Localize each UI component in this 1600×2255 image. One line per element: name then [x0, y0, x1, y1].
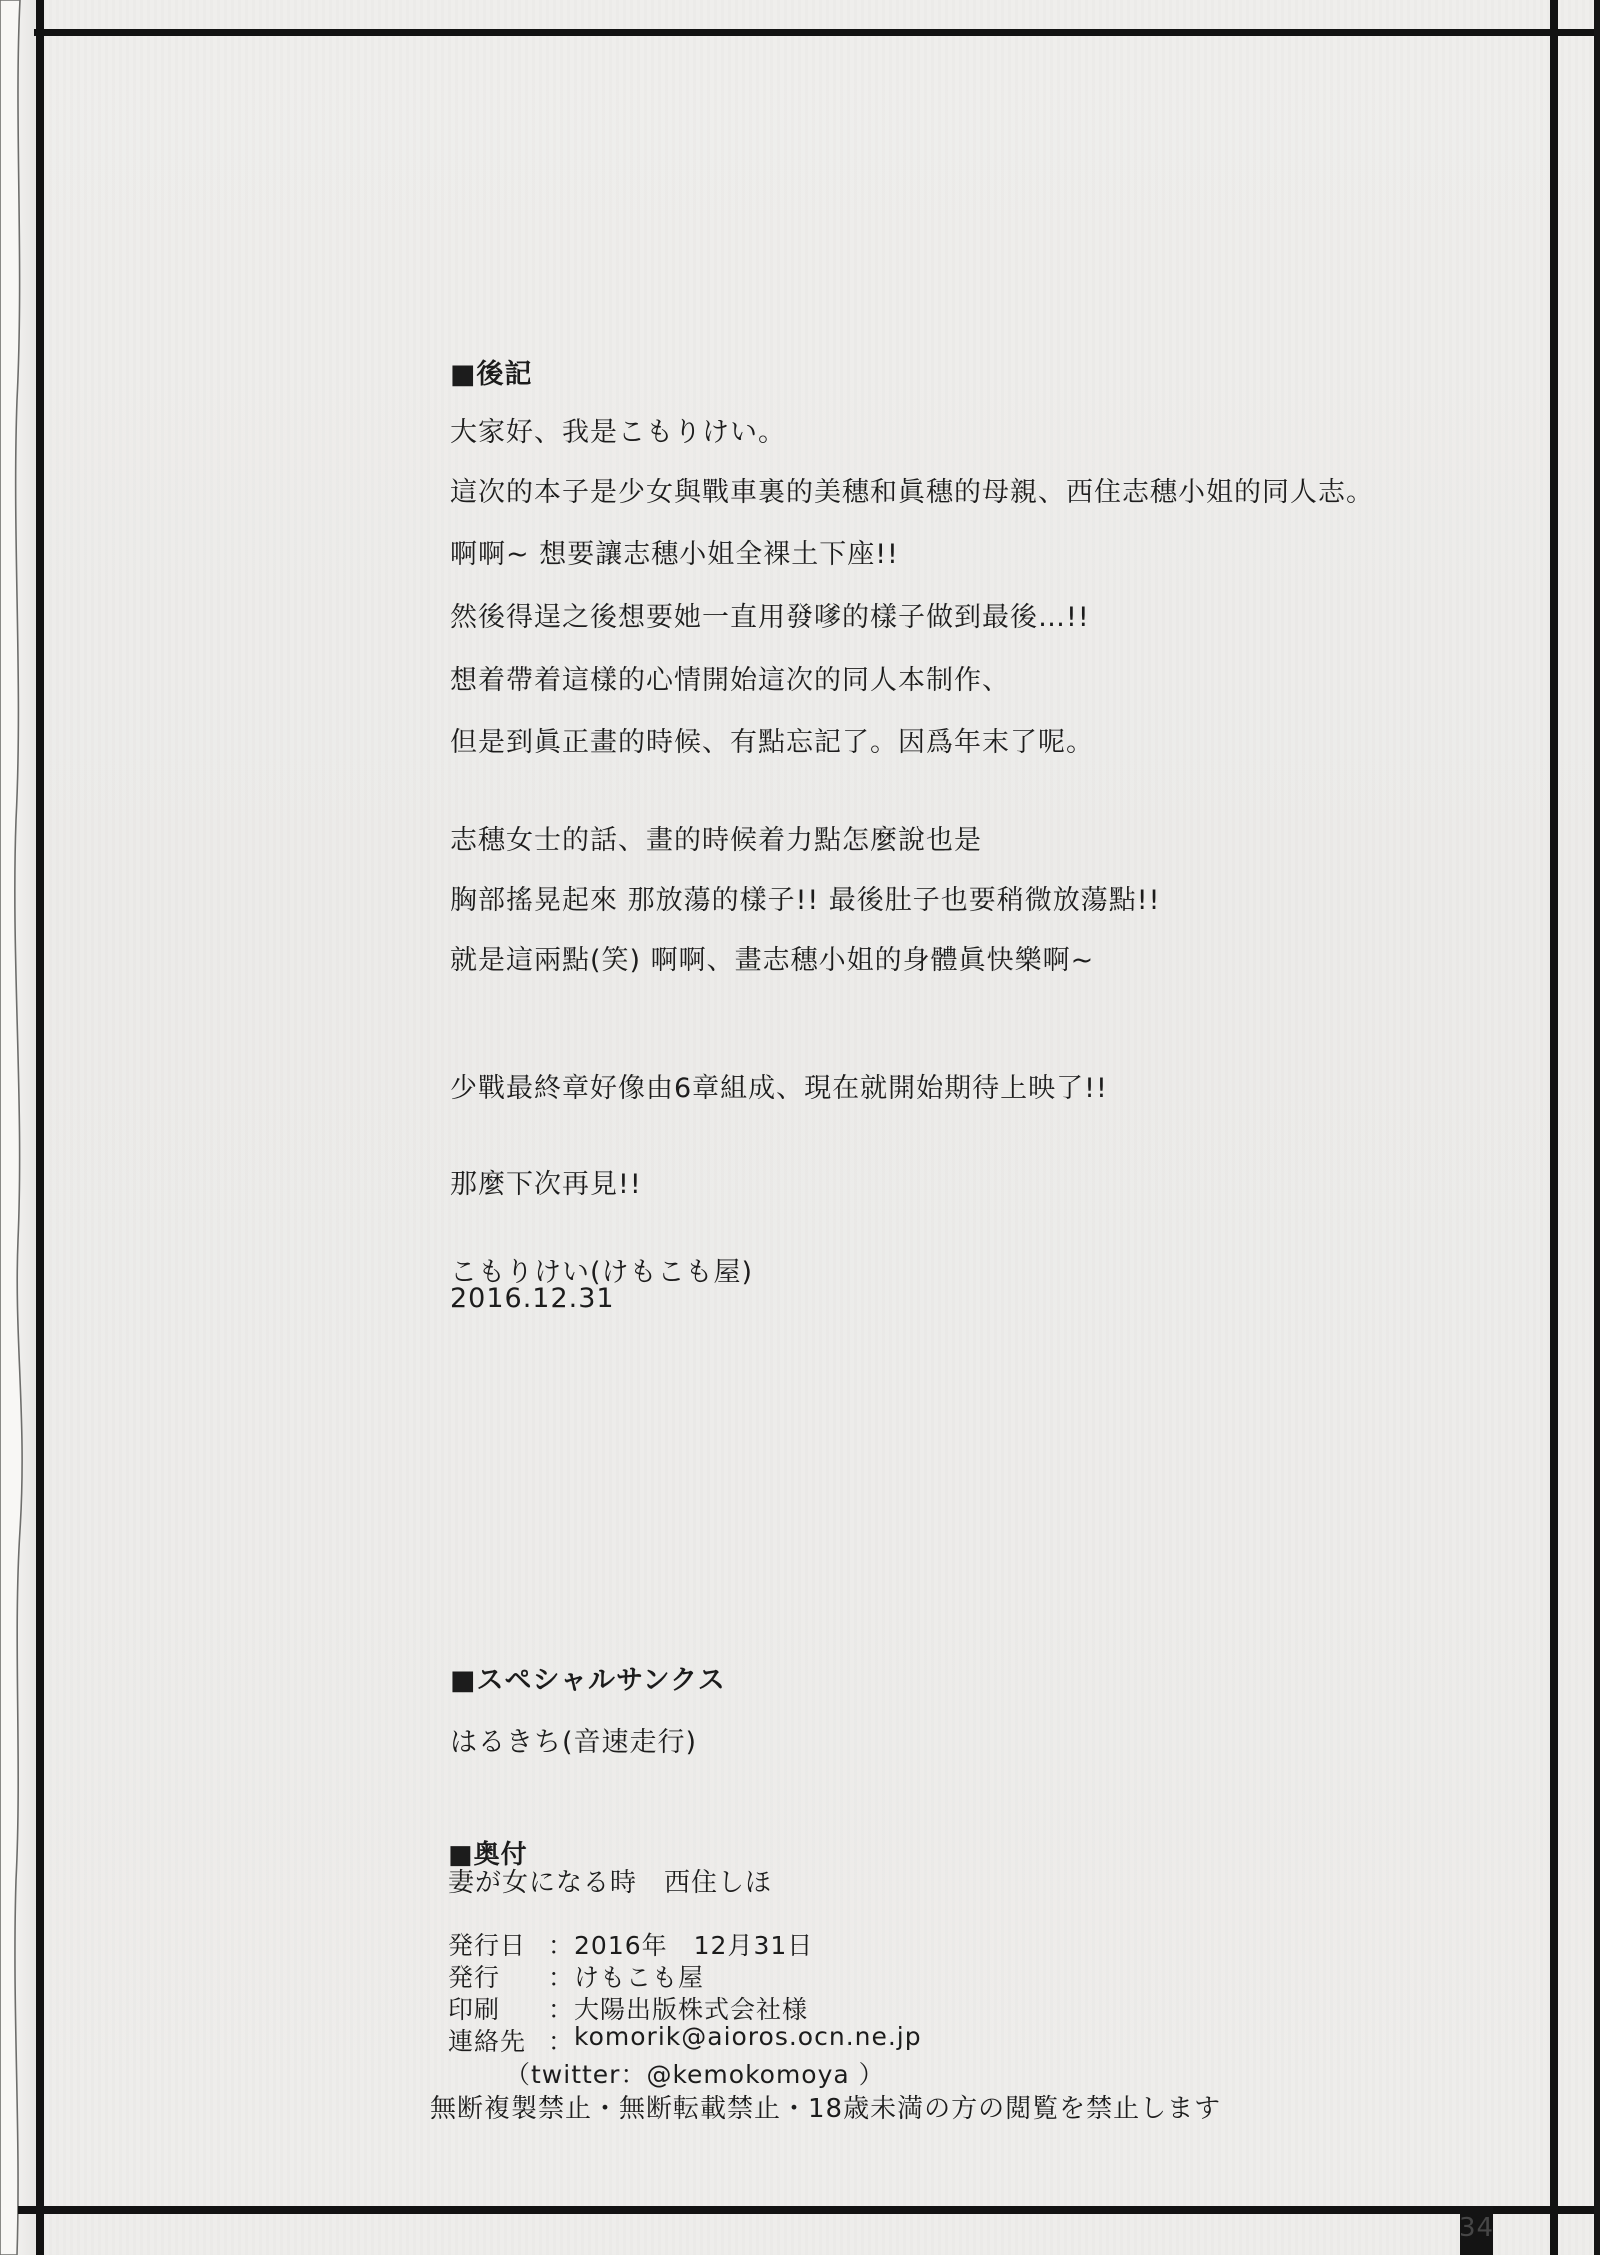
colophon-row-separator: ： — [548, 1931, 575, 1960]
colophon-row-value: 2016年 12月31日 — [574, 1931, 814, 1960]
afterword-line: 啊啊~ 想要讓志穗小姐全裸土下座!! — [450, 539, 899, 570]
colophon-row-label: 印刷 — [448, 1995, 501, 2024]
paper-deckle-edge — [0, 0, 32, 2255]
colophon-row-value: komorik@aioros.ocn.ne.jp — [574, 2022, 922, 2051]
colophon-row-contact — [448, 2022, 922, 2058]
afterword-line: 那麼下次再見!! — [450, 1169, 642, 1200]
special-thanks-name: はるきち(音速走行) — [450, 1727, 698, 1758]
colophon-heading: ■奥付 — [448, 1840, 528, 1870]
signature-name: こもりけい(けもこも屋) — [450, 1257, 754, 1288]
colophon-row-separator: ： — [548, 1963, 575, 1992]
signature-date: 2016.12.31 — [450, 1283, 615, 1314]
afterword-heading: ■後記 — [450, 359, 533, 390]
colophon-row-publish-date — [448, 1926, 813, 1962]
afterword-line: 就是這兩點(笑) 啊啊、畫志穗小姐的身體眞快樂啊~ — [450, 945, 1095, 976]
afterword-line: 然後得逞之後想要她一直用發嗲的樣子做到最後…!! — [450, 602, 1090, 633]
colophon-row-separator: ： — [548, 1995, 575, 2024]
colophon-row-printer — [448, 1990, 808, 2026]
colophon-row-label: 発行 — [448, 1963, 501, 1992]
afterword-line: 但是到眞正畫的時候、有點忘記了。因爲年末了呢。 — [450, 727, 1094, 758]
afterword-line: 胸部搖晃起來 那放蕩的樣子!! 最後肚子也要稍微放蕩點!! — [450, 885, 1161, 916]
colophon-twitter: （twitter：@kemokomoya ） — [505, 2060, 885, 2089]
afterword-line: 少戰最終章好像由6章組成、現在就開始期待上映了!! — [450, 1073, 1108, 1104]
colophon-row-value: 大陽出版株式会社様 — [574, 1995, 809, 2024]
afterword-line: 這次的本子是少女與戰車裏的美穗和眞穗的母親、西住志穗小姐的同人志。 — [450, 477, 1374, 508]
page-number: 34 — [1458, 2213, 1495, 2243]
afterword-line: 志穗女士的話、畫的時候着力點怎麼說也是 — [450, 825, 982, 856]
colophon-row-value: けもこも屋 — [574, 1963, 705, 1992]
frame-left-line — [36, 0, 44, 2255]
special-thanks-heading: ■スペシャルサンクス — [450, 1665, 726, 1696]
page-number-tab — [1460, 2206, 1493, 2255]
scan-right-edge-strip — [1594, 0, 1600, 2255]
colophon-row-label: 連絡先 — [448, 2027, 527, 2056]
colophon-row-label: 発行日 — [448, 1931, 527, 1960]
colophon-copyright-notice: 無断複製禁止・無断転載禁止・18歳未満の方の閲覧を禁止します — [430, 2094, 1222, 2124]
frame-right-line — [1550, 0, 1558, 2255]
colophon-row-publisher — [448, 1958, 704, 1994]
colophon-row-separator: ： — [548, 2027, 575, 2056]
colophon-title: 妻が女になる時 西住しほ — [448, 1868, 773, 1898]
frame-bottom-line — [18, 2206, 1600, 2214]
afterword-line: 想着帶着這樣的心情開始這次的同人本制作、 — [450, 665, 1010, 696]
afterword-line: 大家好、我是こもりけい。 — [450, 417, 786, 448]
frame-top-line — [34, 29, 1600, 36]
